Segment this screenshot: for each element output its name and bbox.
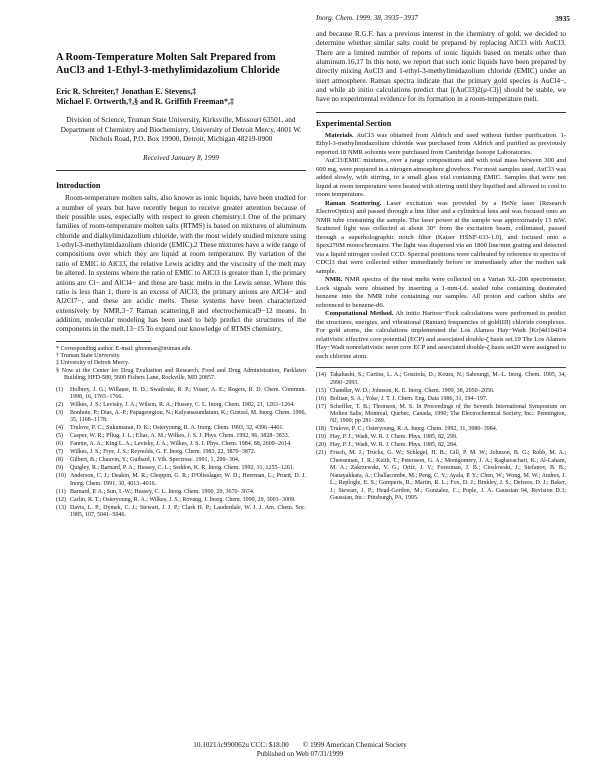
- computational-text: Ab initio Hartree−Fock calculations were performed to predict the structures, energies, and vibrational (Raman) frequencies of gold(III) chloride complexes. For gold atoms, the calculations implemented the Los Alamos Hay−Wadt [Kr]4d104f14 relativistic effective core potential (ECP) and associated double-ζ basis set.19 The Los Alamos Hay−Wadt nonrelativistic neon core ECP and associated double-ζ basis set20 were assigned to each chlorine atom.: [316, 310, 566, 360]
- reference-number: (4): [56, 425, 63, 432]
- authors-line-1: Eric R. Schreiter,† Jonathan E. Stevens,‡: [56, 87, 197, 97]
- reference-text: Fannin, A. A.; King L. A.; Levisky, J. A.; Wilkes, J. S. J. Phys. Chem. 1984, 88, 2609−2614.: [70, 441, 292, 448]
- reference-number: (8): [56, 457, 63, 464]
- footnote: § Now at the Center for Drug Evaluation and Research, Food and Drug Administration, Parklawn Building, HFD-580, 5600 Fishers Lane, Rockville, MD 20857.: [56, 367, 306, 382]
- affiliation-2: Department of Chemistry and Biochemistry, University of Detroit Mercy, 4001 W. Nichols Road, P.O. Box 19900, Detroit, Michigan 48219-0900: [60, 124, 302, 143]
- footnote-divider: [56, 341, 151, 342]
- reference-item: [56, 425, 306, 432]
- reference-text: Gilbert, B.; Chauvin, Y.; Guibard, I. Vib. Spectrosc. 1991, 1, 299−304.: [70, 457, 240, 464]
- reference-text: Hay, P. J.; Wadt, W. R. J. Chem. Phys. 1985, 82, 284.: [330, 442, 458, 449]
- reference-text: Wilkes, J. S.; Levisky, J. A.; Wilson, R. A.; Hussey, C. L. Inorg. Chem. 1982, 21, 1263−1264.: [70, 402, 295, 408]
- reference-number: (2): [56, 402, 63, 408]
- nmr-paragraph: [316, 276, 566, 310]
- article-title: A Room-Temperature Molten Salt Prepared from AuCl3 and 1-Ethyl-3-methylimidazolium Chloride: [56, 52, 280, 76]
- materials-paragraph: [316, 132, 566, 158]
- reference-item: [56, 387, 306, 402]
- published-date: Published on Web 07/31/1999: [256, 749, 344, 758]
- reference-number: (9): [56, 465, 63, 472]
- reference-item: [316, 396, 566, 403]
- footnote: † Truman State University.: [56, 352, 121, 359]
- reference-text: Hay, P. J.; Wadt, W. R. J. Chem. Phys. 1985, 82, 299.: [330, 434, 458, 441]
- footnote: ‡ University of Detroit Mercy.: [56, 360, 130, 367]
- materials-run-in-head: Materials.: [325, 131, 354, 139]
- reference-text: Davis, L. P.; Dymek, C. J.; Stewart, J. J. P.; Clark H. P.; Lauderdale, W. J. J. Am. Chem. Soc. 1985, 107, 5041−5046.: [70, 504, 306, 519]
- reference-list-right: [316, 372, 566, 502]
- affiliations: [56, 115, 306, 143]
- sample-prep-paragraph: AuCl3/EMIC mixtures, over a range compositions and with total mass between 300 and 600 mg, were prepared in a nitrogen atmosphere glovebox. For most samples used, AuCl3 was added slowly, with stirring, to a small glass vial containing EMIC. Samples that were not liquid at room temperature were heated with stirring until they liquified and allowed to cool to room temperature.: [316, 157, 566, 199]
- reference-item: [316, 434, 566, 441]
- reference-text: Chandler, W. D.; Johnson, K. E. Inorg. Chem. 1999, 38, 2050−2056.: [330, 387, 495, 394]
- reference-number: (16): [316, 395, 326, 402]
- introduction-heading: Introduction: [56, 181, 101, 191]
- reference-item: [56, 505, 306, 520]
- reference-item: [316, 442, 566, 449]
- reference-number: (15): [316, 387, 326, 394]
- reference-item: [56, 441, 306, 448]
- reference-number: (10): [56, 473, 66, 480]
- raman-paragraph: [316, 200, 566, 277]
- reference-item: [316, 426, 566, 433]
- page-footer: [0, 741, 600, 758]
- authors: [56, 87, 306, 107]
- reference-item: [56, 457, 306, 464]
- reference-text: Quigley, R.; Barnard, P. A.; Hussey, C. L.; Seddon, K. R. Inorg. Chem. 1992, 31, 1255−1261.: [70, 465, 295, 472]
- reference-item: [56, 489, 306, 496]
- reference-text: Takahashi, S.; Curtiss, L. A.; Gosztola, D.; Koura, N.; Saboungi, M.-L. Inorg. Chem. 1995, 34, 2990−2993.: [330, 372, 566, 386]
- doi-price: 10.1021/ic990062u CCC: $18.00: [193, 741, 289, 749]
- right-column: [316, 30, 566, 503]
- reference-number: (13): [56, 504, 66, 511]
- reference-number: (12): [56, 496, 66, 503]
- reference-item: [56, 473, 306, 488]
- reference-item: [56, 433, 306, 440]
- reference-item: [316, 450, 566, 502]
- reference-number: (17): [316, 403, 326, 410]
- raman-run-in-head: Raman Scattering.: [325, 199, 382, 207]
- reference-number: (3): [56, 410, 63, 416]
- nmr-run-in-head: NMR.: [325, 276, 343, 284]
- reference-item: [316, 372, 566, 387]
- reference-number: (11): [56, 488, 66, 495]
- reference-number: (18): [316, 426, 326, 433]
- section-divider: [56, 170, 306, 171]
- reference-number: (7): [56, 449, 63, 456]
- running-header: [316, 14, 570, 23]
- reference-text: Scheffler, T. B.; Thomson, M. S. In Proceedings of the Seventh International Symposium on Molten Salts; Montreal, Quebec, Canada, 1990; The Electrochemical Society, Inc.: Pennington, NJ, 1990; pp 281−289.: [330, 403, 566, 425]
- reference-item: [56, 497, 306, 504]
- reference-text: Boltian, S. A.; Yoke, J. T. J. Chem. Eng. Data 1986, 31, 194−197.: [330, 395, 488, 402]
- reference-text: Trulove, P. C.; Osteryoung, R. A. Inorg. Chem. 1992, 31, 3980−3984.: [330, 426, 498, 433]
- reference-text: Casper, W. R.; Pflug, J. L.; Elias, A. M.; Wilkes, J. S. J. Phys. Chem. 1992, 96, 3828−3833.: [70, 433, 290, 440]
- materials-text: AuCl3 was obtained from Aldrich and used without further purification. 1-Ethyl-3-methylimidazolium chloride was purchased from Aldrich and purified as previously reported.18 NMR solvents were purchased from Cambridge Isotope Laboratories.: [316, 131, 566, 156]
- reference-text: Frisch, M. J.; Trucks, G. W.; Schlegel, H. B.; Gill, P. M. W.; Johnson, B. G.; Robb, M. A.; Cheeseman, J. R.; Keith, T.; Petersson, G. A.; Montgomery, J. A.; Raghavachari, K.; Al-Laham, M. A.; Zakrzewski, V. G.; Ortiz, J. V.; Foresman, J. B.; Cioslowski, J.; Stefanov, B. B.; Nanayakkara, A.; Challacombe, M.; Peng, C. Y.; Ayala, P. Y.; Chen, W.; Wong, M. W.; Andres, J. L.; Replogle, E. S.; Gomperts, R.; Martin, R. L.; Fox, D. J.; Binkley, J. S.; Defrees, D. J.; Baker, J.; Stewart, J. P.; Head-Gordon, M.; Gonzalez, C.; Pople, J. A. Gaussian 94, Revision D.3; Gaussian, Inc.: Pittsburgh, PA, 1995.: [330, 450, 566, 501]
- introduction-paragraph: Room-temperature molten salts, also known as ionic liquids, have been studied for a number of years but have recently begun to receive greater attention because of their possible uses, especially with respect to green chemistry.1 One of the primary families of room-temperature molten salts (RTMS) is based on mixtures of aluminum chloride and dialkylimidazolium chloride, with the most widely studied mixture using 1-ethyl-3-methylimidazolium chloride (EMIC).2 These mixtures have a wide range of compositions over which they are liquid at room temperature. By variation of the ratio of EMIC to AlCl3, the relative Lewis acidity and the viscosity of the melt may be altered. In systems where the ratio of EMIC to AlCl3 is greater than 1, the primary anions are Cl− and AlCl4− and these are basic melts in the Lewis sense. Where this ratio is less than 1, there is an excess of AlCl3, the primary anions are AlCl4− and Al2Cl7−, and these are acidic melts. These systems have been characterized extensively by NMR,3−7 Raman scattering,8 and electrochemical9−12 means. In addition, molecular modeling has been used to help predict the structures of the components in the melt.13−15 To expand our knowledge of RTMS chemistry,: [56, 194, 306, 334]
- reference-text: Wilkes, J. S.; Frye, J. S.; Reynolds, G. F. Inorg. Chem. 1983, 22, 3870−3872.: [70, 449, 256, 456]
- raman-text: Laser excitation was provided by a HeNe laser (Research ElectroOptics) and passed through a line filter and a cylindrical lens and was focused onto an NMR tube containing the sample. The laser power at the sample was approximately 15 mW. Scattered light was collected at about 30° from the excitation beam, collimated, passed through a superholographic notch filter (Kaiser HSNF-633-1.0), and focused onto a Spex270M monochromator. The light was dispersed via an 1800 line/mm grating and detected via a liquid nitrogen cooled CCD. Spectral positions were calibrated by reference to spectra of CDCl3 that were collected either immediately before or immediately after the molten salt sample.: [316, 199, 566, 275]
- reference-item: [316, 404, 566, 426]
- reference-item: [56, 402, 306, 409]
- page-number: 3935: [555, 14, 570, 23]
- introduction-continued: and because R.G.F. has a previous interest in the chemistry of gold, we decided to determine whether similar salts could be prepared by replacing AlCl3 with AuCl3. There are a limited number of reports of ionic liquids based on metals other than aluminum.16,17 In this note, we report that such ionic liquids have been prepared by directly mixing AuCl3 and 1-ethyl-3-methylimidazolium chloride (EMIC) under an inert atmosphere. Raman spectra indicate that the primary gold species is AuCl4−, and while ab initio calculations predict that [(AuCl3)2(μ-Cl)] should be stable, we have no experimental evidence for its formation in a room-temperature melt.: [316, 30, 566, 104]
- reference-text: Carlin, R. T.; Osteryoung, R. A.; Wilkes, J. S.; Rovang, J. Inorg. Chem. 1990, 29, 3003−3009.: [70, 496, 296, 503]
- reference-number: (21): [316, 450, 326, 457]
- reference-item: [56, 410, 306, 425]
- reference-text: Bonhote, P.; Dias, A.-P.; Papageorgiou, N.; Kalyanasundaram, K.; Gratzel, M. Inorg. Chem. 1996, 35, 1168−1178.: [70, 410, 306, 424]
- section-divider: [316, 112, 566, 113]
- journal-citation: Inorg. Chem. 1999, 38, 3935−3937: [316, 14, 419, 22]
- reference-text: Barnard, P. A.; Sun, I.-W.; Hussey, C. L. Inorg. Chem. 1990, 29, 3670−3674.: [70, 488, 255, 495]
- footnotes: [56, 346, 306, 383]
- reference-text: Holbrey, J. G.; Willauer, H. D.; Swatloski, R. P.; Visser, A. E.; Rogers, R. D. Chem. Commun. 1998, 16, 1765−1766.: [70, 386, 306, 400]
- footnote: * Corresponding author. E-mail: gfreeman@truman.edu.: [56, 345, 192, 352]
- nmr-text: NMR spectra of the neat melts were collected on a Varian XL-200 spectrometer. Lock signals were obtained by inserting a 1-mm-i.d. sealed tube containing deuterated benzene into the NMR tube containing our samples. All proton and carbon shifts are referenced to benzene-d6.: [316, 276, 566, 309]
- computational-run-in-head: Computational Method.: [325, 310, 394, 318]
- reference-number: (14): [316, 372, 326, 379]
- reference-number: (1): [56, 386, 63, 393]
- reference-item: [56, 449, 306, 456]
- reference-text: Anderson, C. J.; Deakin, M. R.; Choppin, G. R.; D'Olieslager, W. D.; Heerman, L.; Pruett, D. J. Inorg. Chem. 1991, 30, 4013−4016.: [70, 473, 306, 487]
- reference-divider: [316, 367, 566, 368]
- computational-paragraph: [316, 310, 566, 361]
- reference-number: (19): [316, 434, 326, 441]
- experimental-heading: Experimental Section: [316, 118, 392, 128]
- reference-list-left: [56, 387, 306, 520]
- reference-number: (5): [56, 433, 63, 440]
- reference-item: [316, 388, 566, 395]
- received-date: Received January 8, 1999: [143, 153, 219, 163]
- reference-number: (20): [316, 442, 326, 449]
- reference-item: [56, 465, 306, 472]
- reference-text: Trulove, P. C.; Sukumaran, D. K.; Osteryoung, R. A. Inorg. Chem. 1993, 32, 4396−4401.: [70, 425, 284, 432]
- authors-line-2: Michael F. Ortwerth,†,§ and R. Griffith Freeman*,‡: [56, 97, 234, 107]
- copyright: © 1999 American Chemical Society: [302, 741, 407, 749]
- footer-line-1: [0, 741, 600, 750]
- affiliation-1: Division of Science, Truman State University, Kirksville, Missouri 63501, and: [66, 115, 296, 125]
- left-column: [56, 52, 306, 520]
- reference-number: (6): [56, 441, 63, 448]
